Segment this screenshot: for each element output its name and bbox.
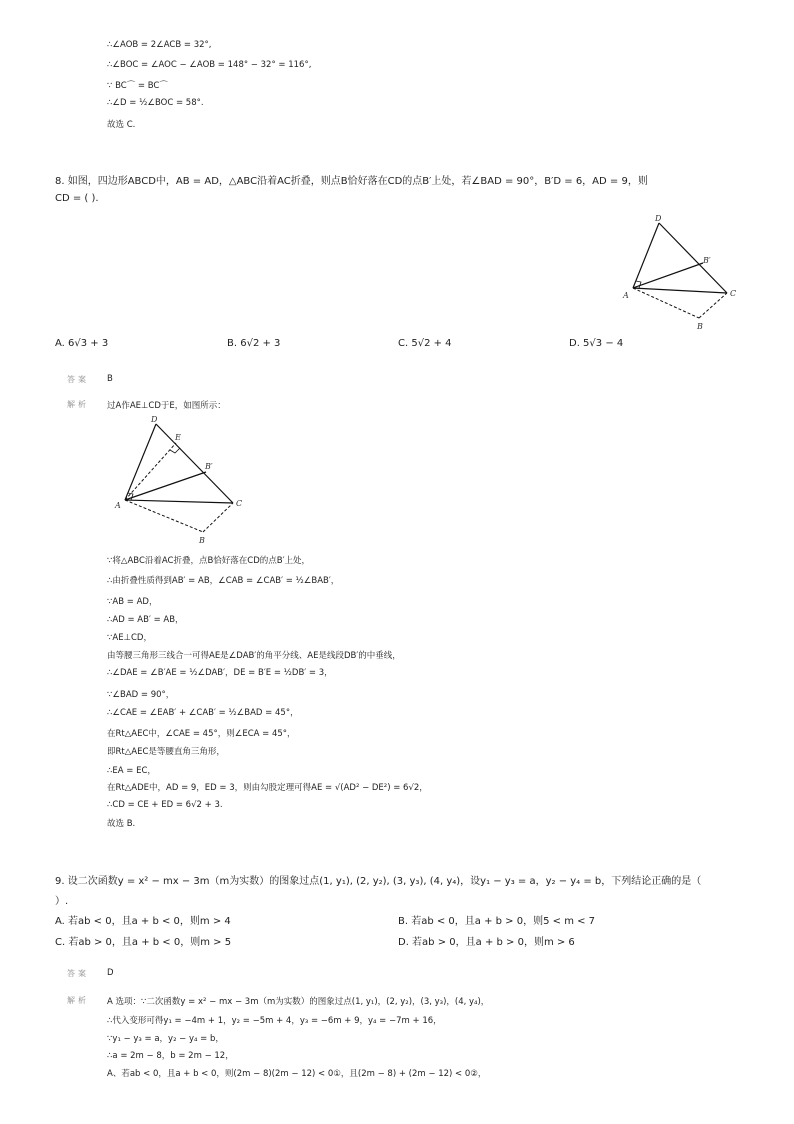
- option-b: B. 若ab < 0，且a + b > 0，则5 < m < 7: [398, 916, 596, 927]
- analysis-line: ∴代入变形可得y₁ = −4m + 1，y₂ = −5m + 4，y₃ = −6m + 9，y₄ = −7m + 16，: [107, 1016, 442, 1026]
- analysis-intro: 过A作AE⊥CD于E，如图所示：: [107, 401, 226, 411]
- answer-label: 答案: [67, 969, 89, 978]
- answer-value: D: [107, 968, 114, 978]
- label-a: A: [623, 291, 629, 300]
- analysis-figure: [108, 412, 248, 547]
- analysis-label: 解析: [67, 400, 89, 409]
- label-d: D: [655, 214, 662, 223]
- answer-value: B: [107, 374, 113, 384]
- analysis-line: 由等腰三角形三线合一可得AE是∠DAB′的角平分线、AE是线段DB′的中垂线，: [107, 651, 401, 661]
- analysis-line: ∵AB = AD，: [107, 597, 158, 607]
- analysis-line: ∴EA = EC，: [107, 766, 156, 776]
- question-8-figure: [615, 210, 745, 335]
- analysis-line: 即Rt△AEC是等腰直角三角形，: [107, 747, 225, 757]
- analysis-line: ∴AD = AB′ = AB，: [107, 615, 184, 625]
- analysis-line: 在Rt△AEC中，∠CAE = 45°，则∠ECA = 45°，: [107, 729, 296, 739]
- label-d: D: [151, 415, 158, 424]
- label-b-prime: B′: [205, 462, 213, 471]
- analysis-line: A 选项：∵二次函数y = x² − mx − 3m（m为实数）的图象过点(1, y₁)，(2, y₂)，(3, y₃)，(4, y₄)，: [107, 997, 490, 1007]
- analysis-line: ∴CD = CE + ED = 6√2 + 3.: [107, 800, 223, 810]
- label-a: A: [115, 501, 121, 510]
- answer-label: 答案: [67, 375, 89, 384]
- solution-line: ∴∠D = ½∠BOC = 58°.: [107, 98, 204, 108]
- analysis-line: ∵∠BAD = 90°，: [107, 690, 175, 700]
- question-stem: 9. 设二次函数y = x² − mx − 3m（m为实数）的图象过点(1, y₁), (2, y₂), (3, y₃), (4, y₄)，设y₁ − y₃ = a，y₂ − y₄ = b，下列结论正确的是（: [55, 876, 702, 887]
- option-d: D. 若ab > 0，且a + b > 0，则m > 6: [398, 937, 575, 948]
- analysis-line: ∴a = 2m − 8，b = 2m − 12，: [107, 1051, 234, 1061]
- label-b: B: [199, 536, 205, 545]
- label-b-prime: B′: [703, 256, 711, 265]
- solution-line: ∵ BC⌒ = BC⌒: [107, 81, 168, 91]
- label-c: C: [236, 499, 243, 508]
- label-e: E: [175, 433, 181, 442]
- option-c: C. 5√2 + 4: [398, 338, 452, 349]
- solution-line: ∴∠BOC = ∠AOC − ∠AOB = 148° − 32° = 116°,: [107, 60, 312, 70]
- question-stem: CD = ( ).: [55, 193, 99, 204]
- analysis-line: ∵将△ABC沿着AC折叠，点B恰好落在CD的点B′上处，: [107, 556, 311, 566]
- analysis-line: ∴∠CAE = ∠EAB′ + ∠CAB′ = ½∠BAD = 45°，: [107, 708, 299, 718]
- option-a: A. 若ab < 0，且a + b < 0，则m > 4: [55, 916, 231, 927]
- question-stem: ）.: [55, 896, 69, 907]
- solution-line: 故选 C.: [107, 120, 136, 130]
- label-c: C: [730, 289, 737, 298]
- question-stem: 8. 如图，四边形ABCD中，AB = AD，△ABC沿着AC折叠，则点B恰好落在CD的点B′上处，若∠BAD = 90°，B′D = 6，AD = 9，则: [55, 176, 648, 187]
- analysis-line: ∴由折叠性质得到AB′ = AB，∠CAB = ∠CAB′ = ½∠BAB′，: [107, 576, 340, 586]
- analysis-line: ∵AE⊥CD，: [107, 633, 152, 643]
- option-b: B. 6√2 + 3: [227, 338, 281, 349]
- option-c: C. 若ab > 0，且a + b < 0，则m > 5: [55, 937, 232, 948]
- label-b: B: [697, 322, 703, 331]
- analysis-line: ∵y₁ − y₃ = a，y₂ − y₄ = b，: [107, 1034, 224, 1044]
- analysis-line: 故选 B.: [107, 819, 136, 829]
- option-a: A. 6√3 + 3: [55, 338, 109, 349]
- analysis-line: ∴∠DAE = ∠B′AE = ½∠DAB′，DE = B′E = ½DB′ = 3，: [107, 668, 333, 678]
- analysis-line: A、若ab < 0，且a + b < 0，则(2m − 8)(2m − 12) < 0①，且(2m − 8) + (2m − 12) < 0②，: [107, 1069, 487, 1079]
- solution-line: ∴∠AOB = 2∠ACB = 32°,: [107, 40, 212, 50]
- option-d: D. 5√3 − 4: [569, 338, 624, 349]
- analysis-line: 在Rt△ADE中，AD = 9，ED = 3，则由勾股定理可得AE = √(AD² − DE²) = 6√2，: [107, 783, 428, 793]
- analysis-label: 解析: [67, 996, 89, 1005]
